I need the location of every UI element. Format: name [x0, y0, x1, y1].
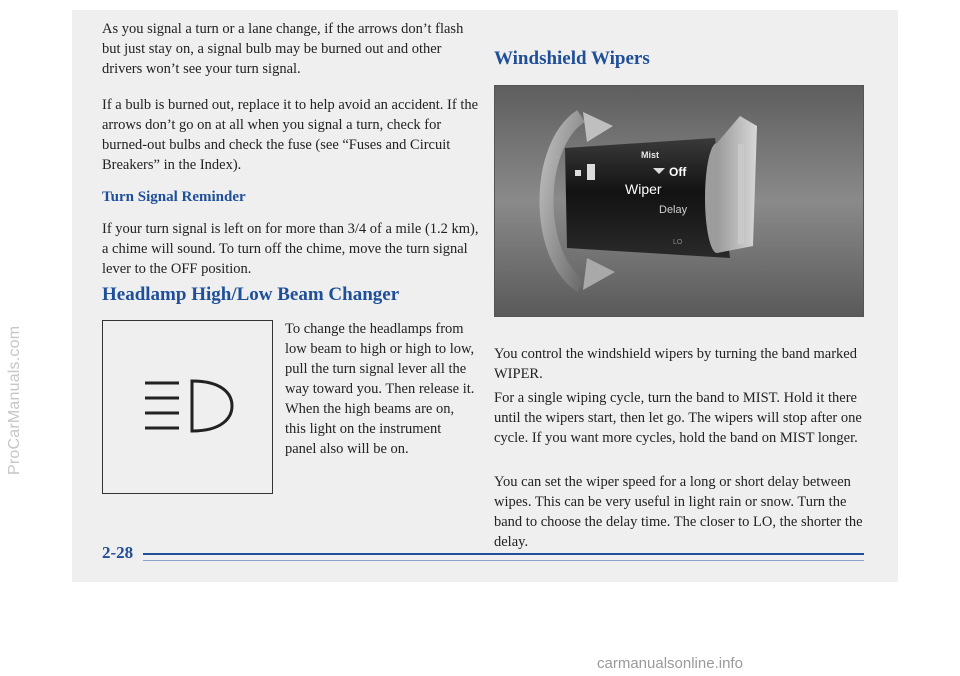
turn-signal-paragraph-1: As you signal a turn or a lane change, if the arrows don’t flash but just stay on, a signal bulb may be burned out and other drivers won’t see your turn signal.: [102, 21, 464, 77]
wiper-control-photo: [494, 85, 864, 317]
headlamp-heading: Headlamp High/Low Beam Changer: [102, 284, 400, 305]
headlamp-paragraph: To change the headlamps from low beam to high or high to low, pull the turn signal lever all the way toward you. Then release it. When the high beams are on, this light on the instrument panel also will be on.: [285, 321, 475, 457]
photo-label-lo: LO: [673, 239, 683, 246]
photo-label-off: Off: [669, 165, 687, 179]
wipers-paragraph-2: For a single wiping cycle, turn the band to MIST. Hold it there until the wipers start, then let go. The wipers will stop after one cycle. If you want more cycles, hold the band on MIST longer.: [494, 390, 862, 446]
side-watermark: ProCarManuals.com: [6, 325, 23, 475]
site-url: carmanualsonline.info: [597, 655, 743, 672]
turn-signal-paragraph-2: If a bulb is burned out, replace it to help avoid an accident. If the arrows don’t go on at all when you signal a turn, check for burned-out bulbs and check the fuse (see “Fuses and Circuit Breakers” in the Index).: [102, 97, 479, 173]
footer-rule: [143, 553, 864, 555]
wipers-paragraph-3: You can set the wiper speed for a long or short delay between wipes. This can be very useful in light rain or snow. Turn the band to choose the delay time. The closer to LO, the shorter the delay.: [494, 474, 863, 550]
high-beam-indicator-icon: [103, 321, 272, 493]
wipers-paragraph-1: You control the windshield wipers by turning the band marked WIPER.: [494, 346, 857, 382]
photo-label-wiper: Wiper: [625, 181, 662, 197]
photo-label-mist: Mist: [641, 150, 659, 160]
page-number: 2-28: [102, 543, 134, 562]
footer-rule-thin: [143, 560, 864, 561]
turn-signal-reminder-paragraph: If your turn signal is left on for more than 3/4 of a mile (1.2 km), a chime will sound. To turn off the chime, move the turn signal lever to the OFF position.: [102, 221, 479, 277]
high-beam-indicator-box: [102, 320, 273, 494]
windshield-wipers-heading: Windshield Wipers: [494, 48, 650, 69]
turn-signal-reminder-heading: Turn Signal Reminder: [102, 189, 246, 205]
photo-label-delay: Delay: [659, 204, 688, 216]
